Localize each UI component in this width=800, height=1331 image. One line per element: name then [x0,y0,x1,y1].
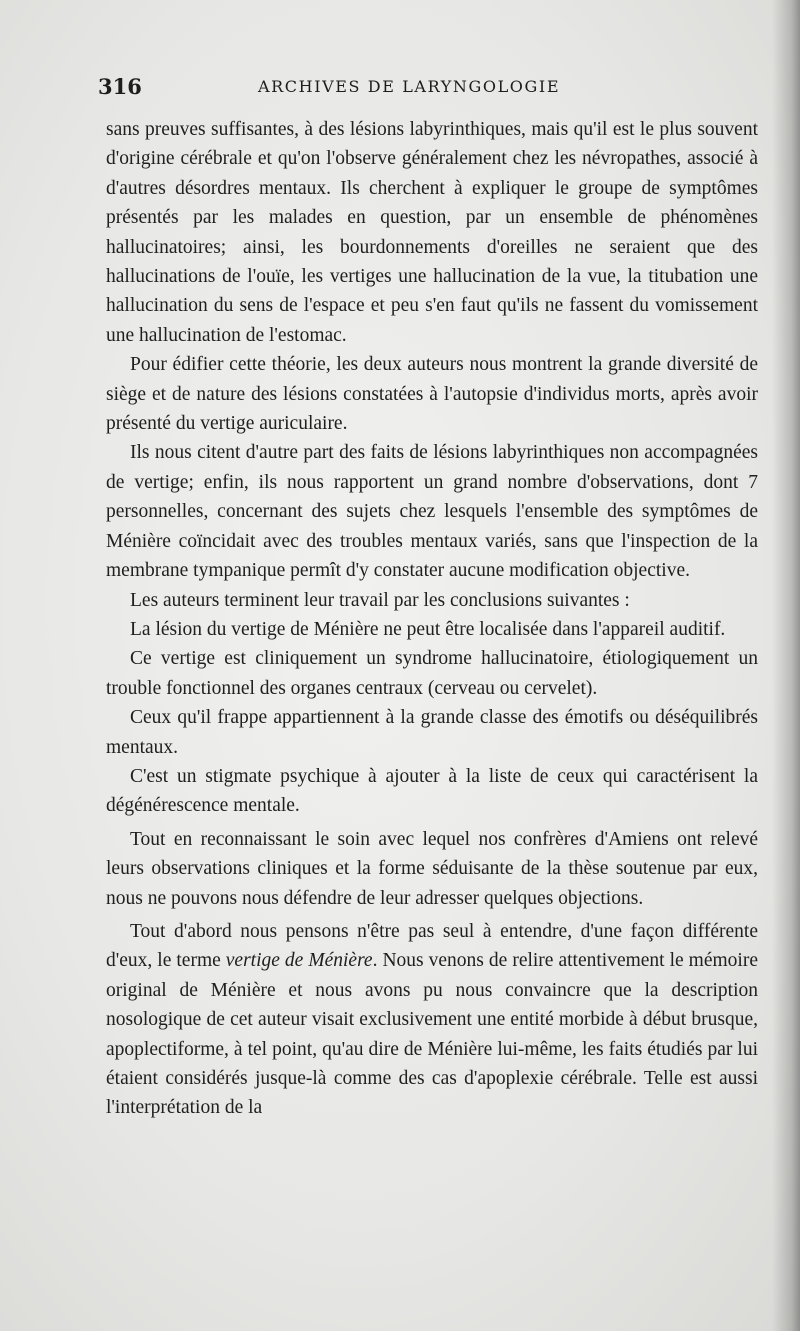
page-number: 316 [98,74,142,99]
running-title: ARCHIVES DE LARYNGOLOGIE [258,77,561,96]
paragraph-conclusion-1: La lésion du vertige de Ménière ne peut être localisée dans l'appareil auditif. [130,618,726,640]
page-header [98,74,758,104]
paragraph-conclusion-3: Ceux qu'il frappe appartiennent à la grande classe des émotifs ou déséquilibrés mentaux. [106,707,758,758]
page-edge-shadow [772,0,800,1331]
text-segment: Tout d'abord nous pensons n'être pas seul à entendre, d'une façon différente d'eux, le terme [106,920,758,972]
paragraph-objections: Tout en reconnaissant le soin avec lequel nos confrères d'Amiens ont relevé leurs observations cliniques et la forme séduisante de la thèse soutenue par eux, nous ne pouvons nous défendre de leur adresser quelques objections. [106,828,758,909]
paragraph-cases: Ils nous citent d'autre part des faits de lésions labyrinthiques non accompagnées de vertige; enfin, ils nous rapportent un grand nombre d'observations, dont 7 personnelles, concernant des sujets chez lesquels l'ensemble des symptômes de Ménière coïncidait avec des troubles mentaux variés, sans que l'inspection de la membrane tympanique permît d'y constater aucune modification objective. [106,442,758,582]
paragraph-conclusions-intro: Les auteurs terminent leur travail par les conclusions suivantes : [130,589,630,611]
paragraph-conclusion-2: Ce vertige est cliniquement un syndrome hallucinatoire, étiologiquement un trouble fonctionnel des organes centraux (cerveau ou cervelet). [106,648,758,699]
text-segment: . Nous venons de relire attentivement le mémoire original de Ménière et nous avons pu nous convaincre que la description nosologique de cet auteur visait exclusivement une entité morbide à début brusque, apoplectiforme, à tel point, qu'au dire de Ménière lui-même, les faits étudiés par lui étaient considérés jusque-là comme des cas d'apoplexie cérébrale. Telle est aussi l'interprétation de la [106,950,758,1119]
paragraph-meniere-term [106,917,758,1123]
paragraph-conclusion-4: C'est un stigmate psychique à ajouter à la liste de ceux qui caractérisent la dégénérescence mentale. [106,765,758,817]
body-text [106,115,758,1123]
paragraph-continuation: sans preuves suffisantes, à des lésions labyrinthiques, mais qu'il est le plus souvent d'origine cérébrale et qu'on l'observe généralement chez les névropathes, associé à d'autres désordres mentaux. Ils cherchent à expliquer le groupe de symptômes présentés par les malades en question, par un ensemble de phénomènes hallucinatoires; ainsi, les bourdonnements d'oreilles ne seraient que des hallucinations de l'ouïe, les vertiges une hallucination de la vue, la titubation une hallucination du sens de l'espace et peu s'en faut qu'ils ne fassent du vomissement une hallucination de l'estomac. [106,119,758,346]
italic-term: vertige de Ménière [225,950,373,972]
paragraph-theory: Pour édifier cette théorie, les deux auteurs nous montrent la grande diversité de siège et de nature des lésions constatées à l'autopsie d'individus morts, après avoir présenté du vertige auriculaire. [106,354,758,435]
